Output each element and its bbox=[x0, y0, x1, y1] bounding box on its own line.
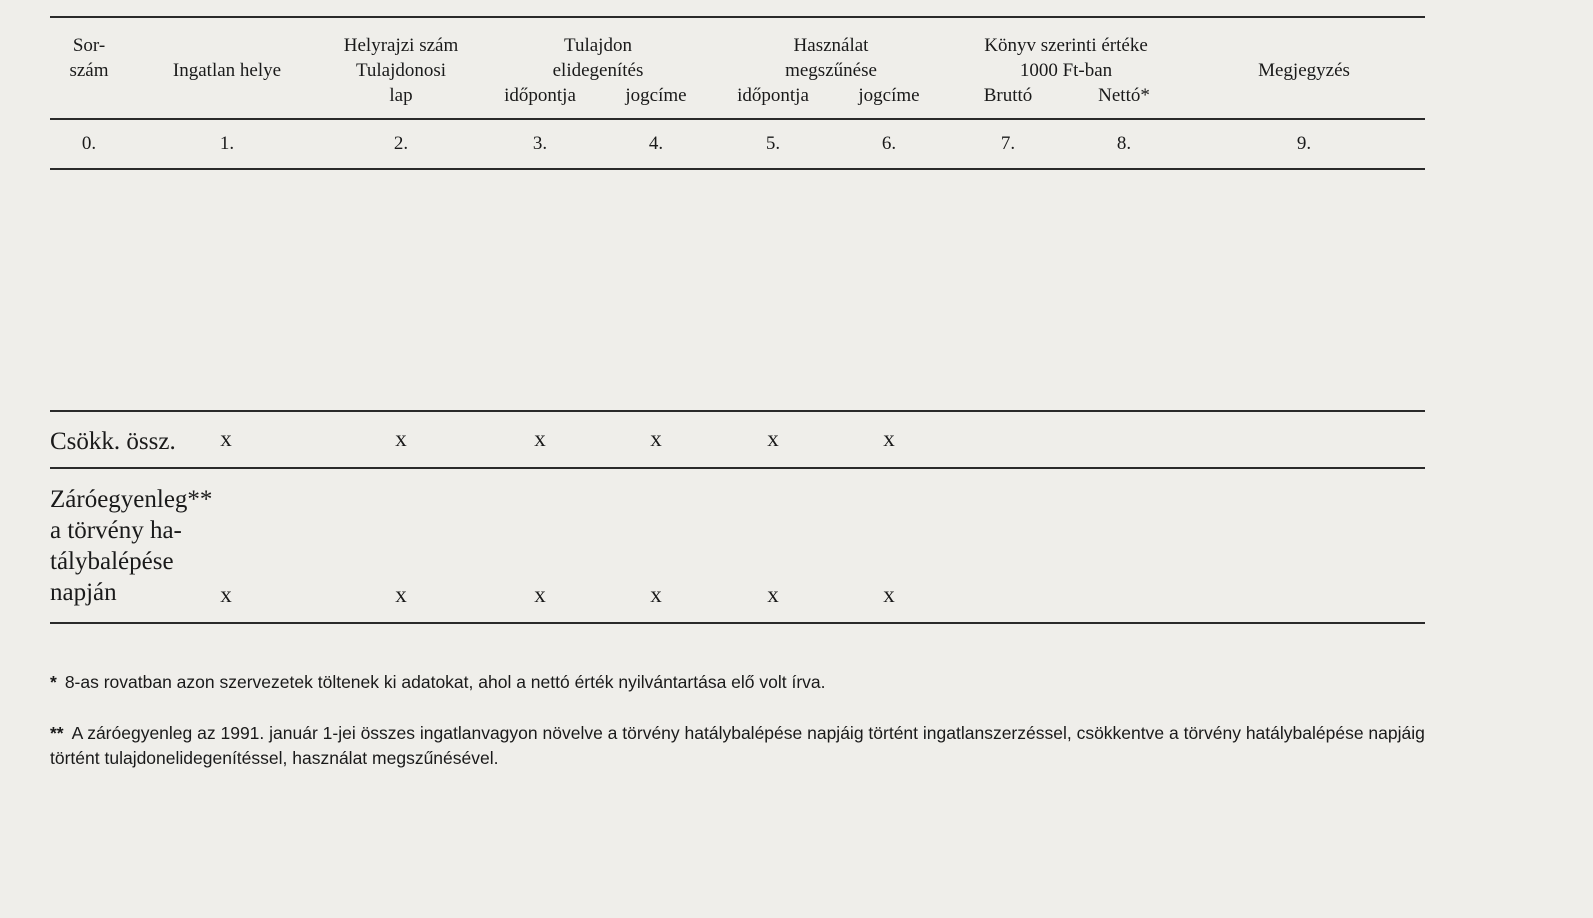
header-ingatlan-helye: Ingatlan helye bbox=[172, 60, 282, 81]
header-netto: Nettó* bbox=[1098, 85, 1150, 106]
cross-mark: x bbox=[395, 426, 407, 451]
column-number-4: 4. bbox=[648, 133, 664, 154]
row-label-csokk-ossz: Csökk. össz. bbox=[50, 428, 176, 455]
footnote-double-star bbox=[50, 721, 1430, 771]
header-megjegyzes: Megjegyzés bbox=[1258, 60, 1350, 81]
header-group-tulajdon: Tulajdon elidegenítés bbox=[552, 35, 644, 81]
cross-mark: x bbox=[767, 426, 779, 451]
column-number-1: 1. bbox=[219, 133, 235, 154]
column-number-9: 9. bbox=[1296, 133, 1312, 154]
footnote-text: 8-as rovatban azon szervezetek töltenek ki adatokat, ahol a nettó érték nyilvántartása elő volt írva. bbox=[64, 672, 826, 692]
footnote-text: A záróegyenleg az 1991. január 1-jei összes ingatlanvagyon növelve a törvény hatálybalépése napjáig történt ingatlanszerzéssel, csökkentve a törvény hatálybalépése napjáig történt tulajdonelidegenítéssel, használat megszűnésével. bbox=[50, 723, 1425, 768]
header-tulajdon-jogcime: jogcíme bbox=[625, 85, 687, 106]
row-csokk-top-rule bbox=[50, 410, 1425, 412]
header-group-konyv: Könyv szerinti értéke 1000 Ft-ban bbox=[984, 35, 1148, 81]
cross-mark: x bbox=[767, 582, 779, 607]
cross-mark: x bbox=[650, 426, 662, 451]
header-bottom-rule bbox=[50, 118, 1425, 120]
footnote-marker: ** bbox=[50, 723, 64, 743]
cross-mark: x bbox=[883, 426, 895, 451]
header-helyrajzi-szam: Helyrajzi szám Tulajdonosi lap bbox=[343, 35, 459, 106]
column-number-8: 8. bbox=[1116, 133, 1132, 154]
header-hasznalat-idopontja: időpontja bbox=[737, 85, 809, 106]
footnote-marker: * bbox=[50, 672, 57, 692]
column-number-0: 0. bbox=[81, 133, 97, 154]
cross-mark: x bbox=[220, 582, 232, 607]
cross-mark: x bbox=[534, 426, 546, 451]
column-number-3: 3. bbox=[532, 133, 548, 154]
table-top-rule bbox=[50, 16, 1425, 18]
cross-mark: x bbox=[650, 582, 662, 607]
header-brutto: Bruttó bbox=[983, 85, 1033, 106]
header-sorszam: Sor- szám bbox=[69, 35, 109, 81]
row-label-zaroegyenleg: Záróegyenleg** a törvény ha- tálybalépése napján bbox=[50, 486, 213, 606]
column-number-7: 7. bbox=[1000, 133, 1016, 154]
cross-mark: x bbox=[883, 582, 895, 607]
row-zaro-top-rule bbox=[50, 467, 1425, 469]
table-bottom-rule bbox=[50, 622, 1425, 624]
cross-mark: x bbox=[220, 426, 232, 451]
header-group-hasznalat: Használat megszűnése bbox=[785, 35, 877, 81]
column-number-2: 2. bbox=[393, 133, 409, 154]
cross-mark: x bbox=[534, 582, 546, 607]
column-number-5: 5. bbox=[765, 133, 781, 154]
cross-mark: x bbox=[395, 582, 407, 607]
footnote-single-star bbox=[50, 670, 1430, 695]
column-number-6: 6. bbox=[881, 133, 897, 154]
header-hasznalat-jogcime: jogcíme bbox=[858, 85, 920, 106]
header-tulajdon-idopontja: időpontja bbox=[504, 85, 576, 106]
numbers-bottom-rule bbox=[50, 168, 1425, 170]
